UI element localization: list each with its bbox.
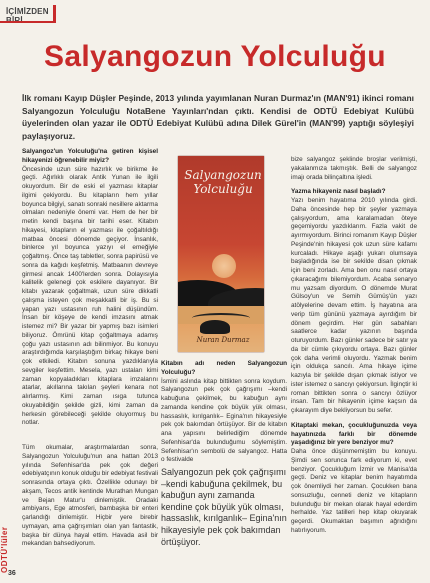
answer-1: Öncesinde uzun süre hazırlık ve birikme ile geçti. Ağırlıklı olarak Antik Yunan ile ilgili okuyordum. Bir de eski el yazması kitaplar ilgimi çekiyordu. Bu kitapların hem yıllar boyunca bilgiyi, sanatı sonraki nesillere aktarma olmaları nedeniyle önemi var. Hem de her bir metin kendi başına bir tarihi eser. Kitabın hikayesi, kitapların el yazması ile çoğaltıldığı matbaa öncesi dönemde geçiyor. İnsanlık, binlerce yıl boyunca yazıyı el emeğiyle çoğaltmış. Önce taş tabletler, sonra papirüsü ve sonra da kağıdı keşfetmiş. Matbaanın devreye girmesi ancak 1400'lerden sonra. Dolayısıyla kalitelik gelenegi çok eskilere dayanıyor. Bir kitabı yazarak çoğaltmak, uzun süre dikkatli çalışma isteyen çok meşakkatli bir iş. Bu si yapan yazı ustasının ruh halini düşündüm. İnsan bir köşeye de kendi imzasını atmak istemez mi? Bir yazar bir yapmış bazı isimleri biliyoruz. Ömrünü kitap çoğaltmaya adamış çoğu yazı ustasının adı bilinmiyor. Bu konuyu araştırdığımda karşılaştığım birkaç hikaye beni çok etkiledi. Kitabın sonuna yazdıklarıyla sevgiler keşfettim. Mesela, yazı ustaları kimi zaman kopyaladıkları kitaplara imzalarını atarlar, akıllarına takılan şeyleri kenara not alırlarmış. Kimi zaman ısıga tutunca okuyabildiğin şekilde gizli, kimi zaman da herkesin görebileceği şekilde oluyormuş bu notlar. — [22, 165, 158, 427]
answer-1-continued: Tüm okumalar, araştırmalardan sonra, Salyangozun Yolculuğu'nun ana hattan 2013 yılında Sefenhisar'da pek çok değeri edebiyatçının konuk olduğu bir edebiyat festivali sonrasında ortaya çıktı. Özellikle odunayı bir akşam, Tecos antik kentinde Murathan Mungan ve Bejan Matur'u dinlemiştik. Oradaki ambiyans, Ege atmosferi, bambaşka bir enteri çarlandığı dinlemiştir. Hiçbir yere birebir uymayan, ama çağrışımları olan yan fantastik, başka bir dünya hayal ettim. Havada asil bir mekandan bahsediyorum. — [22, 444, 158, 548]
pull-quote: Salyangozun pek çok çağrışımı –kendi kabuğuna çekilmek, bu kabuğun aynı zamanda kendine çok büyük yük olması, hassaslık, kırılganlık– Egina'nın hikayesiyle pek çok bakımdan örtüşüyor. — [161, 467, 287, 547]
question-3: Kitaptaki mekan, çocukluğunuzda veya hayatınızda farklı bir dönemde yaşadığınız bir yere benziyor mu? — [291, 421, 417, 447]
middle-column — [161, 360, 287, 465]
answer-2: Yazı benim hayatıma 2010 yılında girdi. Daha öncesinde hep bir şeyler yazmaya çalışıyordum, ama karalamadan öteye geçemiyordu yazdıklarım. Fazla vakit de ayırmıyordum. Birinci romanım Kayıp Düşler Peşinde'nin hikayesi çok uzun süre kafamı kurcaladı. Hikaye aşağı yukarı olumsaya başladığında ise bir sekilde disan çıkmak için beni zorladı. Ama ben onu nasıl ortaya çıkaracağımı bilemiyordum. Acaba senaryo mu yazsam diyordum. O dönemde Murat Gülsoy'un ve Semih Gümüş'ün yazı atölyelerine devam ettim. İş hayatına ara verip tüm gününü yazmaya ayırdığım bir dönem geçirdim. Her gün sabahları saatlerce kadar yazının başında oturuyordum. Bazı günler sadece bir satır ya da bir cümle çıkıyordu ortaya. Bazı günler çok daha verimli oluyordu. Yazmak benim için oldukça sancılı. Ama hikaye içime kazıyla bir şekilde dışarı çıkmak istiyor ve ister istemez o sancıyı çekiyorsun. İlginçtir ki roman bittikten sonra o sancıyı özlüyor insan. Tam bir hikayenin içime kaçsın da çıkarayım diye bekliyorsun bu sefer. — [291, 197, 417, 414]
right-column — [291, 156, 417, 536]
page-number: 36 — [8, 570, 16, 577]
book-cover — [178, 156, 264, 352]
question-book-name: Kitabın adı neden Salyangozun Yolculuğu? — [161, 360, 287, 376]
answer-3: Daha önce düşünmemiştim bu konuyu. Şimdi sen sorunca fark ediyorum ki, evet benziyor. Çocukluğum İzmir ve Manisa'da geçti. Deniz ve kitaplar benim hayatımda çok önemliydi her zaman. Çocukken bana sonsuzluğu, cenneti deniz ve kitapların bulunduğu bir mekan olarak hayal ederdim herhalde. Yaz tatilleri hep kitap okuyarak geçerdi. Okumaktan başımın ağrıdığını hatırlıyorum. — [291, 448, 417, 534]
snail-illustration — [200, 320, 230, 334]
book-author: Nuran Durmaz — [196, 336, 250, 344]
moon-illustration — [212, 254, 236, 278]
section-rule — [0, 21, 56, 23]
answer-book-name: İsmini aslında kitap bittikten sonra koydum. Salyangozun pek çok çağrışımı –kendi kabuğuna çekilmek, bu kabuğun aynı zamanda kendine çok büyük yük olması, hassaslık, kırılganlık– Egina'nın hikayesiyle pek çok bakımdan örtüşüyor. Bir de kitabın ana yapısını belirlediğim dönemde Sefenhisar'da bulunduğumu söylemiştim. Sefenhisar'ın sembolü de salyangoz. Hatta o festivalde — [161, 377, 287, 464]
left-column-continued — [22, 444, 158, 549]
article-intro: İlk romanı Kayıp Düşler Peşinde, 2013 yılında yayımlanan Nuran Durmaz'ın (MAN'91) ikinci romanı Salyangozun Yolculuğu NotaBene Yayınları'ndan çıktı. Kendisi de ODTÜ Edebiyat Kulübü üyelerinden olan yazar ile ODTÜ Edebiyat Kulübü adına Dilek Gürel'in (MAN'99) yaptığı söyleşiyi paylaşıyoruz. — [22, 93, 414, 141]
book-title: Salyangozun Yolculuğu — [184, 168, 262, 196]
section-tab — [0, 5, 56, 21]
left-column — [22, 148, 158, 428]
article-title: Salyangozun Yolculuğu — [44, 40, 386, 73]
question-2: Yazma hikayeniz nasıl başladı? — [291, 188, 386, 196]
answer-continued: bize salyangoz şeklinde broşlar verilmişti, yakalanmıza takmıştık. Belli de salyangoz imajı orada bilinçaltına işledi. — [291, 156, 417, 181]
section-label: İÇİMİZDEN — [6, 7, 49, 16]
question-1: Salyangoz'un Yolculuğu'na getiren kişisel hikayenizi öğrenebilir miyiz? — [22, 148, 158, 164]
side-section-label: ODTÜ'lüler — [0, 526, 9, 573]
